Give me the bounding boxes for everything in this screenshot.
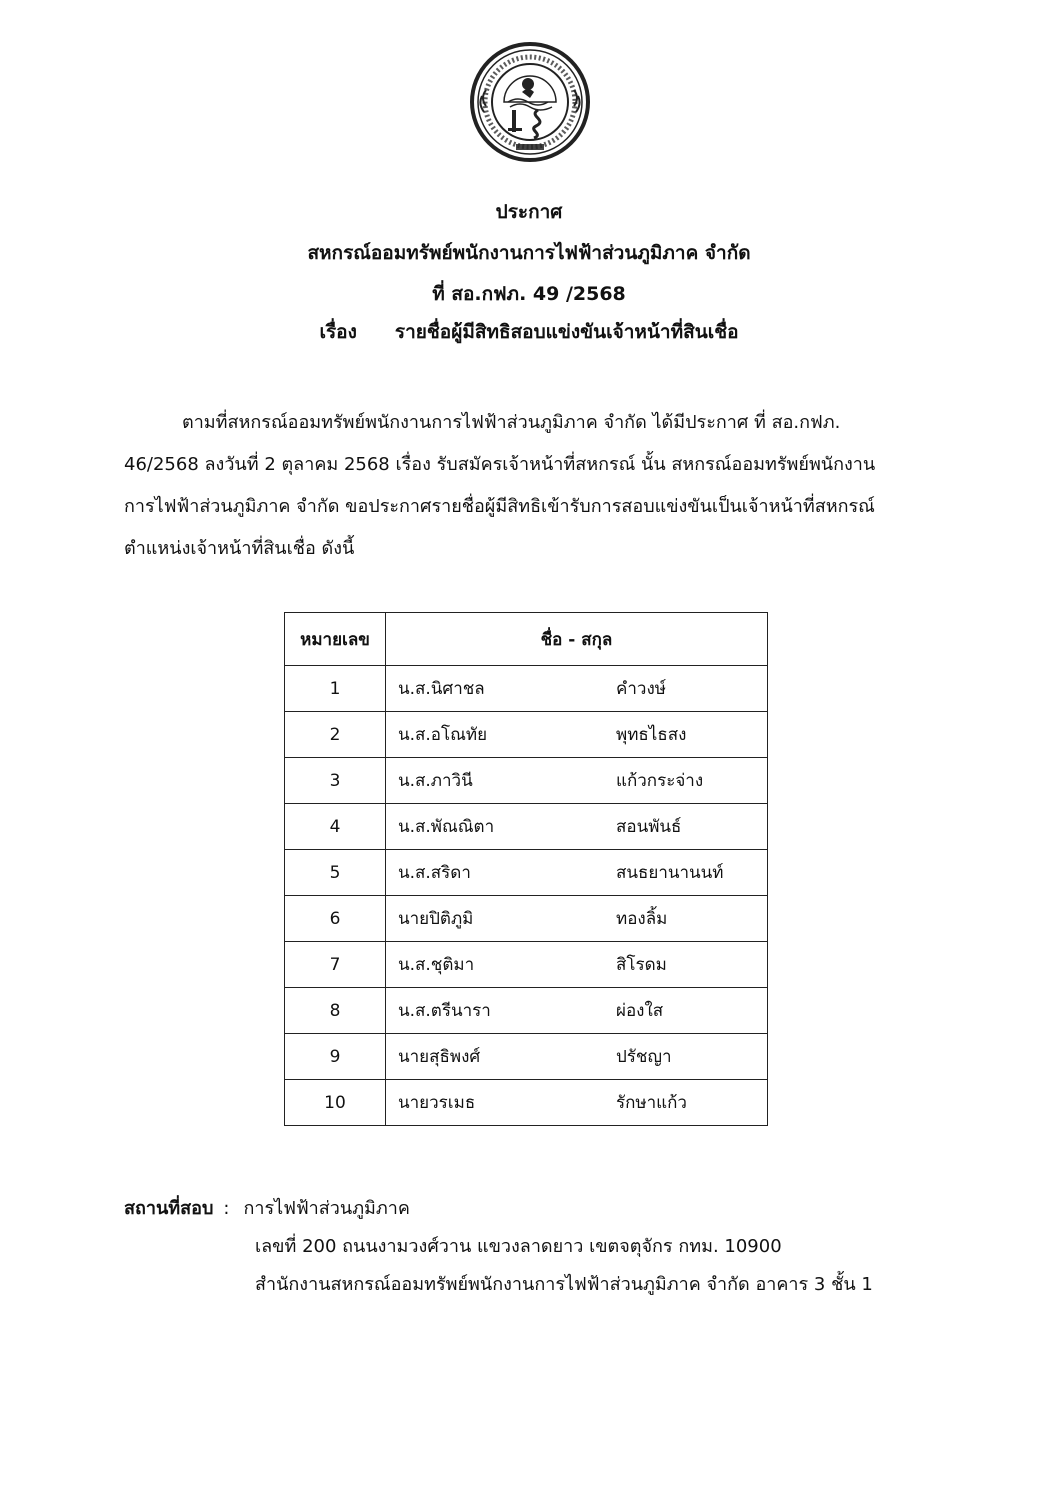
first-name: นายสุธิพงศ์ xyxy=(386,1034,609,1080)
row-number: 5 xyxy=(285,850,386,896)
subject-line xyxy=(0,320,1058,344)
row-number: 1 xyxy=(285,666,386,712)
row-number: 4 xyxy=(285,804,386,850)
first-name: น.ส.สริดา xyxy=(386,850,609,896)
surname: ทองลิ้ม xyxy=(608,896,768,942)
cooperative-seal-logo xyxy=(468,40,592,164)
row-number: 7 xyxy=(285,942,386,988)
first-name: น.ส.ภาวินี xyxy=(386,758,609,804)
organization-name: สหกรณ์ออมทรัพย์พนักงานการไฟฟ้าส่วนภูมิภาค จำกัด xyxy=(307,242,751,264)
surname: แก้วกระจ่าง xyxy=(608,758,768,804)
body-line: ตามที่สหกรณ์ออมทรัพย์พนักงานการไฟฟ้าส่วนภูมิภาค จำกัด ได้มีประกาศ ที่ สอ.กฟภ. xyxy=(182,412,841,433)
table-row xyxy=(285,666,768,712)
document-number: ที่ สอ.กฟภ. 49 /2568 xyxy=(432,283,626,305)
first-name: น.ส.ชุติมา xyxy=(386,942,609,988)
surname: พุทธไธสง xyxy=(608,712,768,758)
header-number: หมายเลข xyxy=(285,613,386,666)
first-name: นายวรเมธ xyxy=(386,1080,609,1126)
table-header-row xyxy=(285,613,768,666)
table-row xyxy=(285,942,768,988)
first-name: น.ส.พัณณิตา xyxy=(386,804,609,850)
row-number: 10 xyxy=(285,1080,386,1126)
table-row xyxy=(285,896,768,942)
table-row xyxy=(285,1034,768,1080)
surname: ปรัชญา xyxy=(608,1034,768,1080)
surname: ผ่องใส xyxy=(608,988,768,1034)
header-name: ชื่อ - สกุล xyxy=(386,613,768,666)
row-number: 6 xyxy=(285,896,386,942)
venue-line-3: สำนักงานสหกรณ์ออมทรัพย์พนักงานการไฟฟ้าส่วนภูมิภาค จำกัด อาคาร 3 ชั้น 1 xyxy=(255,1274,873,1295)
body-line: 46/2568 ลงวันที่ 2 ตุลาคม 2568 เรื่อง รับสมัครเจ้าหน้าที่สหกรณ์ นั้น สหกรณ์ออมทรัพย์พนักงาน xyxy=(124,454,876,475)
table-body xyxy=(285,666,768,1126)
table-row xyxy=(285,850,768,896)
body-paragraph xyxy=(124,402,924,570)
body-line: การไฟฟ้าส่วนภูมิภาค จำกัด ขอประกาศรายชื่อผู้มีสิทธิเข้ารับการสอบแข่งขันเป็นเจ้าหน้าที่สหกรณ์ xyxy=(124,496,875,517)
table-row xyxy=(285,988,768,1034)
surname: สิโรดม xyxy=(608,942,768,988)
first-name: นายปิติภูมิ xyxy=(386,896,609,942)
row-number: 9 xyxy=(285,1034,386,1080)
surname: สอนพันธ์ xyxy=(608,804,768,850)
table-row xyxy=(285,758,768,804)
venue-line-1: การไฟฟ้าส่วนภูมิภาค xyxy=(243,1198,410,1219)
table-row xyxy=(285,1080,768,1126)
row-number: 3 xyxy=(285,758,386,804)
row-number: 8 xyxy=(285,988,386,1034)
subject-text: รายชื่อผู้มีสิทธิสอบแข่งขันเจ้าหน้าที่สินเชื่อ xyxy=(394,321,739,343)
surname: คำวงษ์ xyxy=(608,666,768,712)
venue-line-2: เลขที่ 200 ถนนงามวงศ์วาน แขวงลาดยาว เขตจตุจักร กทม. 10900 xyxy=(255,1236,782,1257)
exam-venue xyxy=(124,1190,873,1304)
first-name: น.ส.นิศาชล xyxy=(386,666,609,712)
venue-label: สถานที่สอบ xyxy=(124,1198,214,1219)
table-row xyxy=(285,804,768,850)
surname: สนธยานานนท์ xyxy=(608,850,768,896)
venue-colon: : xyxy=(223,1198,230,1219)
row-number: 2 xyxy=(285,712,386,758)
body-line: ตำแหน่งเจ้าหน้าที่สินเชื่อ ดังนี้ xyxy=(124,538,355,559)
table-row xyxy=(285,712,768,758)
announcement-heading: ประกาศ xyxy=(495,201,563,223)
first-name: น.ส.ตรีนารา xyxy=(386,988,609,1034)
surname: รักษาแก้ว xyxy=(608,1080,768,1126)
candidate-table xyxy=(284,612,768,1126)
subject-label: เรื่อง xyxy=(319,321,357,343)
first-name: น.ส.อโณทัย xyxy=(386,712,609,758)
